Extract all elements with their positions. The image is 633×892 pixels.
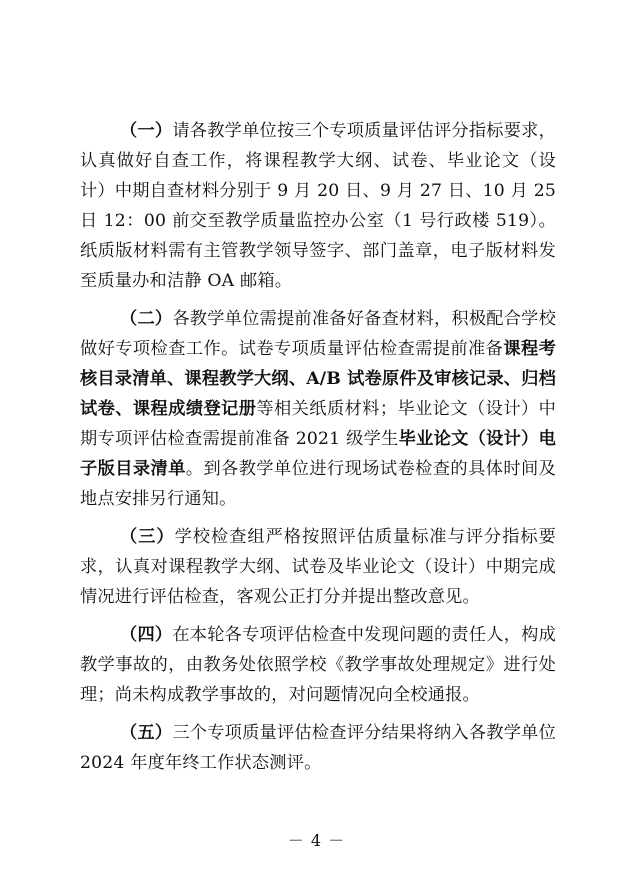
paragraph-2-text-a: 各教学单位需提前准备好备查材料，积极配合学校做好专项检查工作。试卷专项质量评估检查需提前准备 (80, 309, 556, 359)
paragraph-4-text: 在本轮各专项评估检查中发现问题的责任人，构成教学事故的，由教务处依照学校《教学事故处理规定》进行处理；尚未构成教学事故的，对问题情况向全校通报。 (80, 625, 556, 705)
paragraph-2-heading: （二） (120, 309, 173, 329)
paragraph-1-heading: （一） (120, 121, 173, 141)
page-number: － 4 － (287, 831, 346, 850)
paragraph-1 (80, 116, 556, 296)
paragraph-3-text: 学校检查组严格按照评估质量标准与评分指标要求，认真对课程教学大纲、试卷及毕业论文（设计）中期完成情况进行评估检查，客观公正打分并提出整改意见。 (80, 527, 556, 607)
paragraph-1-text: 请各教学单位按三个专项质量评估评分指标要求，认真做好自查工作，将课程教学大纲、试卷、毕业论文（设计）中期自查材料分别于 9 月 20 日、9 月 27 日、10 月 25 日 12：00 前交至教学质量监控办公室（1 号行政楼 519）。纸质版材料需有主管教学领导签字、部门盖章，电子版材料发至质量办和洁静 OA 邮箱。 (80, 121, 556, 291)
paragraph-4-heading: （四） (120, 625, 173, 645)
paragraph-5-text: 三个专项质量评估检查评分结果将纳入各教学单位 2024 年度年终工作状态测评。 (80, 723, 556, 773)
paragraph-2 (80, 304, 556, 514)
document-body (80, 116, 556, 786)
paragraph-5 (80, 718, 556, 778)
paragraph-5-heading: （五） (120, 723, 173, 743)
paragraph-2-bold-thesis-list: 毕业论文（设计）电子版目录清单 (80, 429, 556, 479)
paragraph-4 (80, 620, 556, 710)
paragraph-3-heading: （三） (120, 527, 175, 547)
paragraph-2-text-c: 。到各教学单位进行现场试卷检查的具体时间及地点安排另行通知。 (80, 459, 557, 509)
paragraph-2-text-b: 等相关纸质材料；毕业论文（设计）中期专项评估检查需提前准备 2021 级学生 (80, 399, 556, 449)
paragraph-2-bold-materials: 课程考核目录清单、课程教学大纲、A/B 试卷原件及审核记录、归档试卷、课程成绩登记册 (80, 339, 556, 419)
paragraph-3 (80, 522, 556, 612)
